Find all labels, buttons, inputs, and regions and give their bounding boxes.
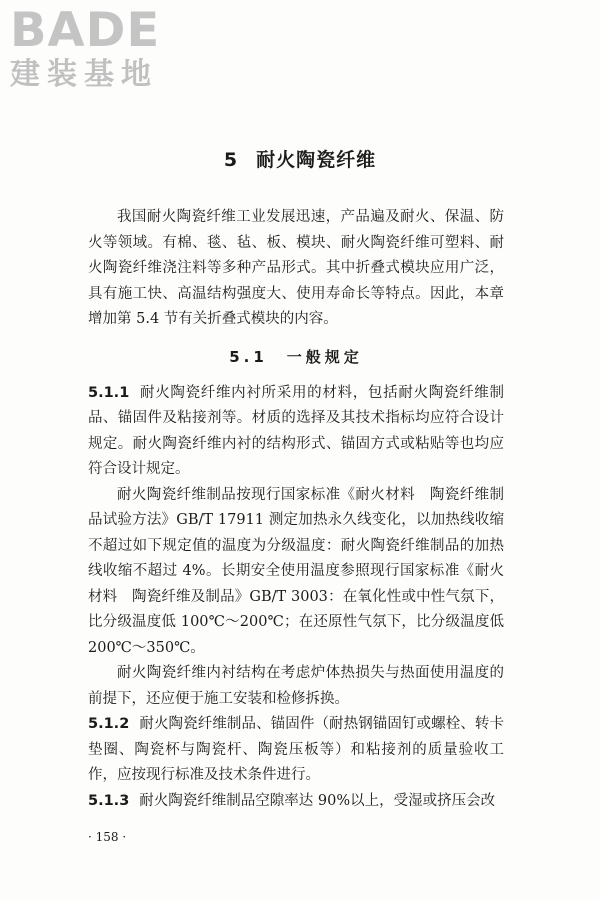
clause-paragraph: [88, 661, 504, 712]
page-body: [88, 205, 504, 814]
clause-number: 5.1.3: [88, 792, 130, 809]
publisher-logo: [10, 3, 180, 92]
clause-paragraph: [88, 789, 504, 815]
clause-text: 耐火陶瓷纤维内衬结构在考虑炉体热损失与热面使用温度的前提下，还应便于施工安装和检修拆换。: [88, 665, 504, 707]
logo-text-en: BADE: [10, 3, 161, 58]
clause-paragraph: [88, 381, 504, 483]
clause-paragraph: [88, 712, 504, 789]
clause-text: 耐火陶瓷纤维内衬所采用的材料，包括耐火陶瓷纤维制品、锚固件及粘接剂等。材质的选择及其技术指标均应符合设计规定。耐火陶瓷纤维内衬的结构形式、锚固方式或粘贴等也均应符合设计规定。: [88, 384, 504, 477]
page-number: · 158 ·: [88, 830, 127, 844]
clause-text: 耐火陶瓷纤维制品按现行国家标准《耐火材料 陶瓷纤维制品试验方法》GB/T 17911 测定加热永久线变化，以加热线收缩不超过如下规定值的温度为分级温度：耐火陶瓷纤维制品的加热线收缩不超过 4%。长期安全使用温度参照现行国家标准《耐火材料 陶瓷纤维及制品》GB/T 3003：在氧化性或中性气氛下，比分级温度低 100℃～200℃；在还原性气氛下，比分级温度低 200℃～350℃。: [88, 486, 504, 656]
chapter-heading: [0, 145, 600, 172]
clause-number: 5.1.1: [88, 384, 130, 401]
section-number: 5.1: [229, 347, 268, 366]
clause-paragraph: [88, 483, 504, 662]
logo-text-cn: 建装基地: [10, 57, 158, 92]
chapter-number: 5: [223, 149, 239, 171]
section-title: 一般规定: [286, 347, 363, 366]
clause-text: 耐火陶瓷纤维制品空隙率达 90%以上，受湿或挤压会改: [139, 792, 496, 809]
chapter-title: 耐火陶瓷纤维: [256, 149, 377, 171]
intro-paragraph: 我国耐火陶瓷纤维工业发展迅速，产品遍及耐火、保温、防火等领域。有棉、毯、毡、板、模块、耐火陶瓷纤维可塑料、耐火陶瓷纤维浇注料等多种产品形式。其中折叠式模块应用广泛，具有施工快、高温结构强度大、使用寿命长等特点。因此，本章增加第 5.4 节有关折叠式模块的内容。: [88, 209, 504, 327]
section-heading: [88, 345, 504, 369]
clause-number: 5.1.2: [88, 716, 130, 732]
clause-text: 耐火陶瓷纤维制品、锚固件（耐热钢锚固钉或螺栓、转卡垫圈、陶瓷杯与陶瓷杆、陶瓷压板等）和粘接剂的质量验收工作，应按现行标准及技术条件进行。: [88, 716, 504, 783]
